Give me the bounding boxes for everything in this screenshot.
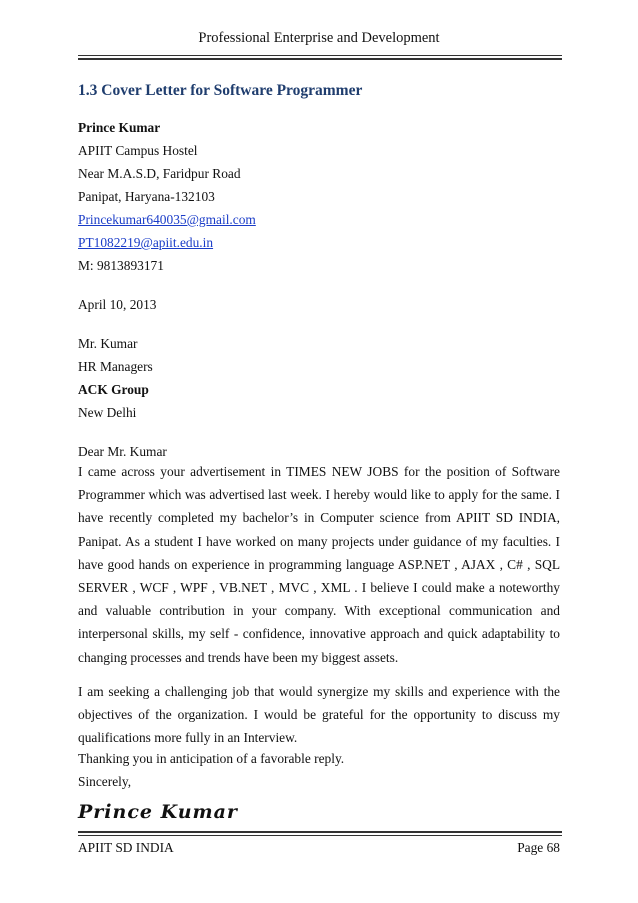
salutation: Dear Mr. Kumar [78, 444, 167, 459]
section-heading: 1.3 Cover Letter for Software Programmer [78, 82, 363, 99]
footer-institution: APIIT SD INDIA [78, 840, 174, 855]
footer-divider [78, 831, 562, 836]
letter-date: April 10, 2013 [78, 297, 157, 312]
recipient-title: HR Managers [78, 359, 153, 374]
sender-email-link-1[interactable]: Princekumar640035@gmail.com [78, 212, 256, 227]
sender-name: Prince Kumar [78, 120, 161, 135]
page-header: Professional Enterprise and Development [198, 30, 440, 46]
closing-thanks: Thanking you in anticipation of a favorable reply. [78, 751, 345, 766]
recipient-city: New Delhi [78, 405, 137, 420]
sender-phone: M: 9813893171 [78, 258, 164, 273]
recipient-name: Mr. Kumar [78, 336, 138, 351]
body-paragraph-1: I came across your advertisement in TIMES NEW JOBS for the position of Software Programmer which was advertised last week. I hereby would like to apply for the same. I have recently completed my bachelor’s in Computer science from APIIT SD INDIA, Panipat. As a student I have worked on many projects under guidance of my faculties. I have good hands on experience in programming language ASP.NET , AJAX , C# , SQL SERVER , WCF , WPF , VB.NET , MVC , XML . I believe I could make a noteworthy and valuable contribution in your company. With exceptional communication and interpersonal skills, my self - confidence, innovative approach and quick adaptability to changing processes and trends have been my biggest assets. [78, 464, 560, 665]
header-divider [78, 55, 562, 60]
sender-address-line2: Near M.A.S.D, Faridpur Road [78, 166, 241, 181]
closing-signoff: Sincerely, [78, 774, 132, 789]
handwritten-signature: Prince Kumar [78, 801, 238, 823]
sender-address-line1: APIIT Campus Hostel [78, 143, 198, 158]
body-paragraph-2: I am seeking a challenging job that would synergize my skills and experience with the objectives of the organization. I would be grateful for the opportunity to discuss my qualifications more fully in an Interview. [78, 684, 560, 746]
recipient-company: ACK Group [78, 382, 149, 397]
footer-page-number: Page 68 [517, 840, 560, 855]
sender-email-link-2[interactable]: PT1082219@apiit.edu.in [78, 235, 214, 250]
sender-address-line3: Panipat, Haryana-132103 [78, 189, 215, 204]
